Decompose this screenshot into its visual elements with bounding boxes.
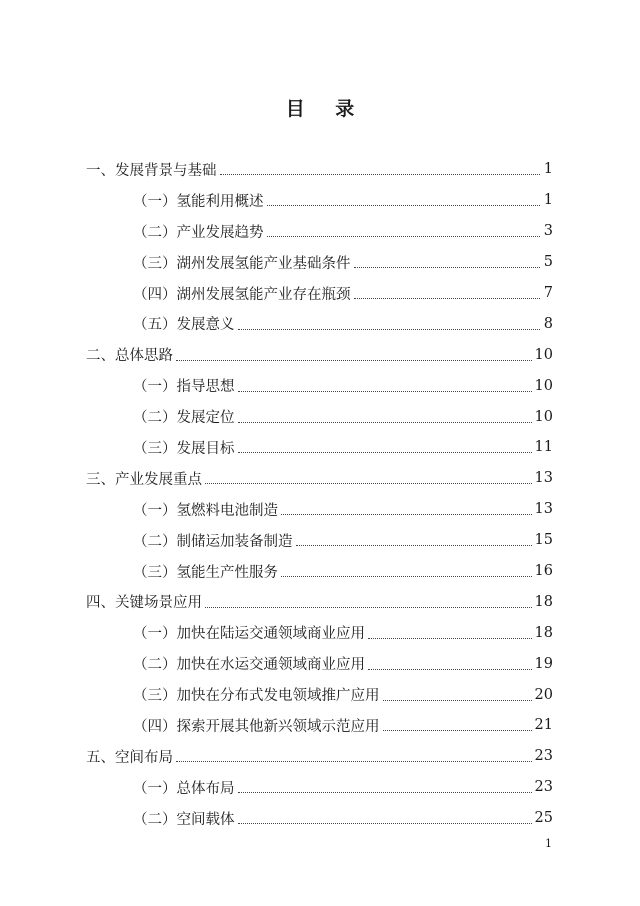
toc-entry[interactable] [0,278,640,309]
toc-dot-leader [238,390,532,392]
toc-dot-leader [238,822,532,824]
toc-entry[interactable] [0,710,640,741]
toc-entry[interactable] [0,308,640,339]
toc-entry-page: 1 [543,161,553,178]
toc-entry-page: 18 [534,593,553,610]
toc-entry[interactable] [0,556,640,587]
toc-entry-page: 15 [534,532,553,549]
toc-entry-page: 1 [543,192,553,209]
toc-entry-text: （三）湖州发展氢能产业基础条件 [133,255,351,272]
toc-entry-page: 16 [534,563,553,580]
toc-dot-leader [281,513,532,515]
toc-entry-page: 13 [534,470,553,487]
toc-dot-leader [176,359,532,361]
toc-entry-page: 25 [534,810,553,827]
toc-entry-page: 23 [534,779,553,796]
toc-entry[interactable] [0,525,640,556]
toc-entry[interactable] [0,803,640,834]
toc-entry[interactable] [0,679,640,710]
toc-entry-page: 10 [534,377,553,394]
toc-entry-page: 8 [543,315,553,332]
table-of-contents [0,154,640,834]
toc-dot-leader [205,482,532,484]
toc-dot-leader [383,699,532,701]
toc-entry[interactable] [0,432,640,463]
toc-entry-text: （二）空间载体 [133,811,235,828]
toc-entry-text: （二）制储运加装备制造 [133,533,293,550]
toc-entry[interactable] [0,772,640,803]
toc-entry[interactable] [0,154,640,185]
toc-entry-text: （一）加快在陆运交通领域商业应用 [133,626,365,643]
toc-dot-leader [267,235,541,237]
toc-entry[interactable] [0,247,640,278]
toc-entry[interactable] [0,586,640,617]
toc-entry-text: （二）产业发展趋势 [133,224,264,241]
toc-entry[interactable] [0,401,640,432]
toc-dot-leader [238,791,532,793]
toc-dot-leader [205,606,532,608]
toc-entry[interactable] [0,494,640,525]
page-title: 目 录 [285,98,367,120]
toc-entry-text: （二）发展定位 [133,410,235,427]
toc-entry[interactable] [0,617,640,648]
toc-entry-text: （三）发展目标 [133,440,235,457]
toc-dot-leader [176,760,532,762]
toc-entry-page: 18 [534,624,553,641]
toc-entry-page: 10 [534,346,553,363]
toc-entry-text: （四）探索开展其他新兴领域示范应用 [133,718,380,735]
toc-entry-page: 19 [534,655,553,672]
toc-dot-leader [238,421,532,423]
toc-dot-leader [383,729,532,731]
toc-dot-leader [238,451,532,453]
toc-entry-text: （五）发展意义 [133,317,235,334]
toc-dot-leader [368,668,532,670]
toc-entry-page: 10 [534,408,553,425]
toc-dot-leader [296,544,532,546]
toc-entry[interactable] [0,648,640,679]
toc-dot-leader [238,328,541,330]
toc-entry-text: （一）氢燃料电池制造 [133,502,278,519]
toc-dot-leader [354,266,541,268]
toc-entry-page: 5 [543,254,553,271]
toc-entry-text: 一、发展背景与基础 [86,162,217,179]
toc-entry-page: 13 [534,501,553,518]
toc-entry-text: （四）湖州发展氢能产业存在瓶颈 [133,286,351,303]
toc-entry[interactable] [0,370,640,401]
toc-dot-leader [220,173,541,175]
toc-entry[interactable] [0,339,640,370]
toc-entry-page: 21 [534,717,553,734]
toc-dot-leader [368,637,532,639]
toc-entry-page: 7 [543,285,553,301]
toc-entry-text: （一）氢能利用概述 [133,193,264,210]
toc-entry-text: 四、关键场景应用 [86,595,202,612]
toc-entry[interactable] [0,741,640,772]
toc-entry-page: 20 [534,686,553,703]
toc-entry-text: （三）氢能生产性服务 [133,564,278,581]
toc-entry-page: 23 [534,748,553,765]
toc-entry-text: 五、空间布局 [86,749,173,766]
toc-entry-text: （三）加快在分布式发电领域推广应用 [133,688,380,705]
toc-entry-page: 11 [534,439,553,456]
footer-page-number: 1 [545,837,552,850]
toc-entry-text: （二）加快在水运交通领域商业应用 [133,657,365,674]
toc-entry-text: （一）总体布局 [133,780,235,797]
toc-entry-page: 3 [543,223,553,240]
toc-entry-text: （一）指导思想 [133,379,235,396]
toc-dot-leader [354,297,541,299]
toc-entry[interactable] [0,463,640,494]
toc-dot-leader [281,575,532,577]
toc-entry-text: 三、产业发展重点 [86,471,202,488]
toc-entry[interactable] [0,216,640,247]
toc-dot-leader [267,204,541,206]
toc-entry-text: 二、总体思路 [86,348,173,365]
toc-entry[interactable] [0,185,640,216]
